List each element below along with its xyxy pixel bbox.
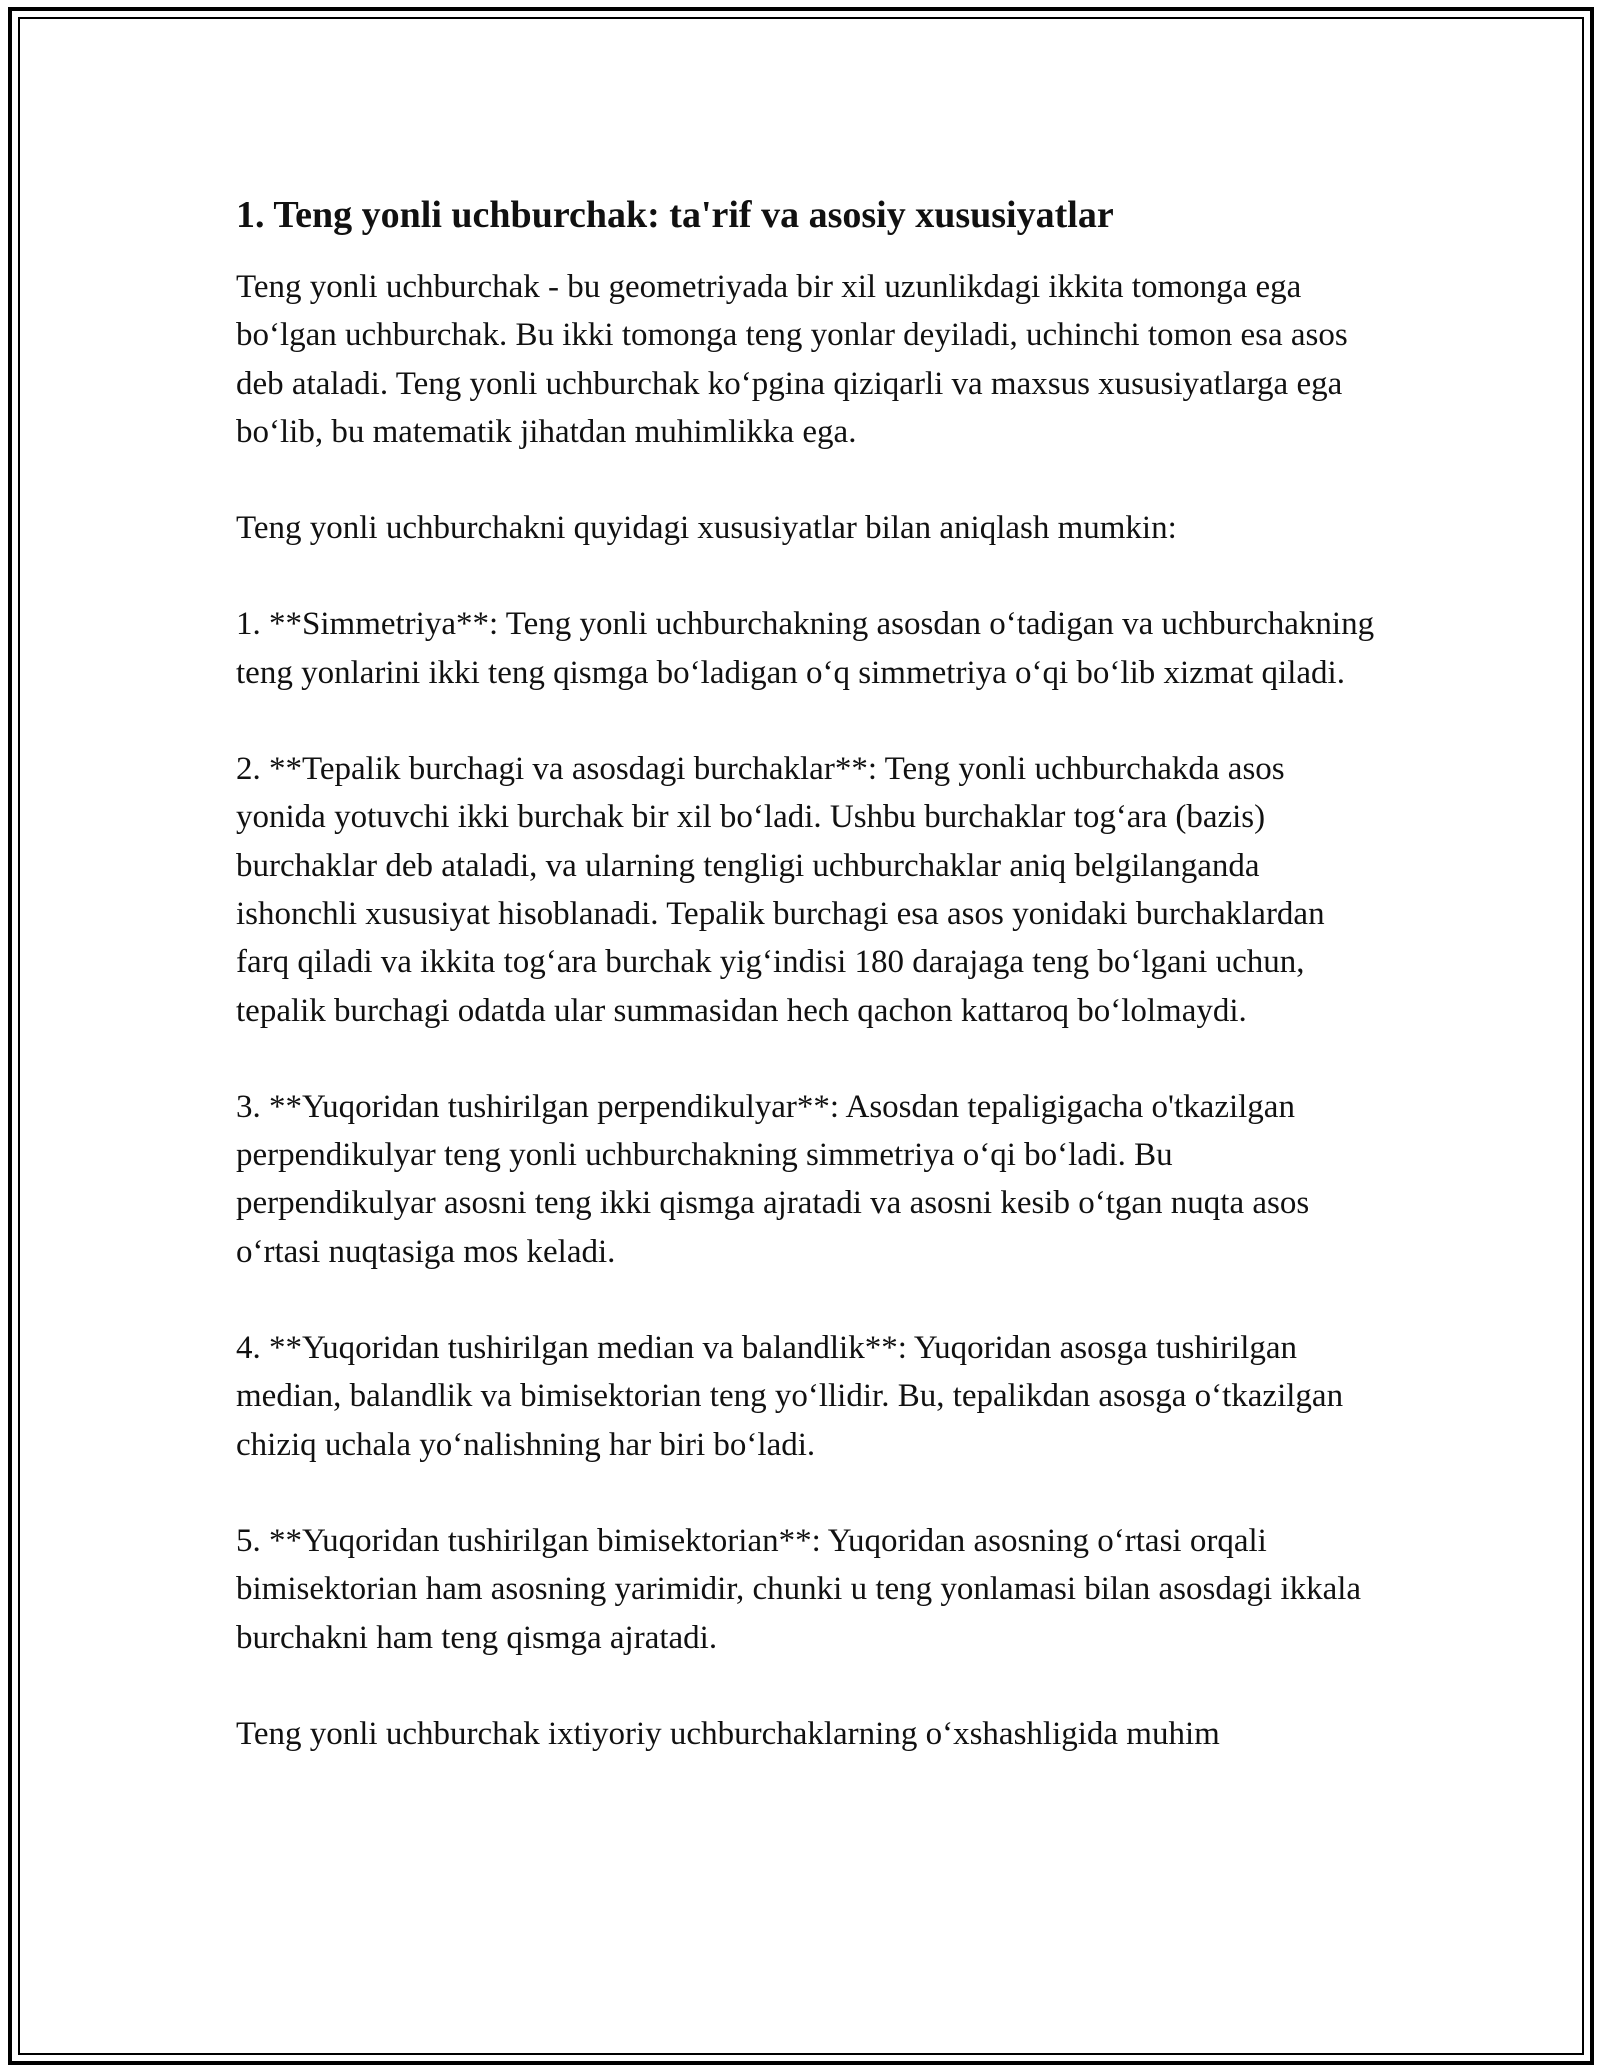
paragraph-property-bisector: 5. **Yuqoridan tushirilgan bimisektorian**: Yuqoridan asosning oʻrtasi orqali bimisektorian ham asosning yarimidir, chunki u teng yonlamasi bilan asosdagi ikkala burchakni ham teng qismga ajratadi. bbox=[236, 1522, 1362, 1656]
paragraph-property-symmetry: 1. **Simmetriya**: Teng yonli uchburchakning asosdan oʻtadigan va uchburchakning teng yonlarini ikki teng qismga boʻladigan oʻq simmetriya oʻqi boʻlib xizmat qiladi. bbox=[236, 606, 1375, 691]
document-body bbox=[236, 185, 1376, 1806]
document-title: 1. Teng yonli uchburchak: ta'rif va asosiy xususiyatlar bbox=[236, 194, 1114, 236]
paragraph-property-median-height: 4. **Yuqoridan tushirilgan median va balandlik**: Yuqoridan asosga tushirilgan median, balandlik va bimisektorian teng yoʻllidir. Bu, tepalikdan asosga oʻtkazilgan chiziq uchala yoʻnalishning har biri boʻladi. bbox=[236, 1330, 1344, 1463]
paragraph-conclusion: Teng yonli uchburchak ixtiyoriy uchburchaklarning oʻxshashligida muhim bbox=[236, 1715, 1220, 1752]
paragraph-property-perpendicular: 3. **Yuqoridan tushirilgan perpendikulyar**: Asosdan tepaligigacha o'tkazilgan perpendikulyar teng yonli uchburchakning simmetriya oʻqi boʻladi. Bu perpendikulyar asosni teng ikki qismga ajratadi va asosni kesib oʻtgan nuqta asos oʻrtasi nuqtasiga mos keladi. bbox=[236, 1088, 1310, 1270]
paragraph-intro-properties: Teng yonli uchburchakni quyidagi xususiyatlar bilan aniqlash mumkin: bbox=[236, 510, 1177, 547]
paragraph-definition: Teng yonli uchburchak - bu geometriyada bir xil uzunlikdagi ikkita tomonga ega boʻlgan uchburchak. Bu ikki tomonga teng yonlar deyiladi, uchinchi tomon esa asos deb ataladi. Teng yonli uchburchak koʻpgina qiziqarli va maxsus xususiyatlarga ega boʻlib, bu matematik jihatdan muhimlikka ega. bbox=[236, 269, 1348, 450]
paragraph-property-angles: 2. **Tepalik burchagi va asosdagi burchaklar**: Teng yonli uchburchakda asos yonida yotuvchi ikki burchak bir xil boʻladi. Ushbu burchaklar togʻara (bazis) burchaklar deb ataladi, va ularning tengligi uchburchaklar aniq belgilanganda ishonchli xususiyat hisoblanadi. Tepalik burchagi esa asos yonidaki burchaklardan farq qiladi va ikkita togʻara burchak yigʻindisi 180 darajaga teng boʻlgani uchun, tepalik burchagi odatda ular summasidan hech qachon kattaroq boʻlolmaydi. bbox=[236, 751, 1325, 1029]
